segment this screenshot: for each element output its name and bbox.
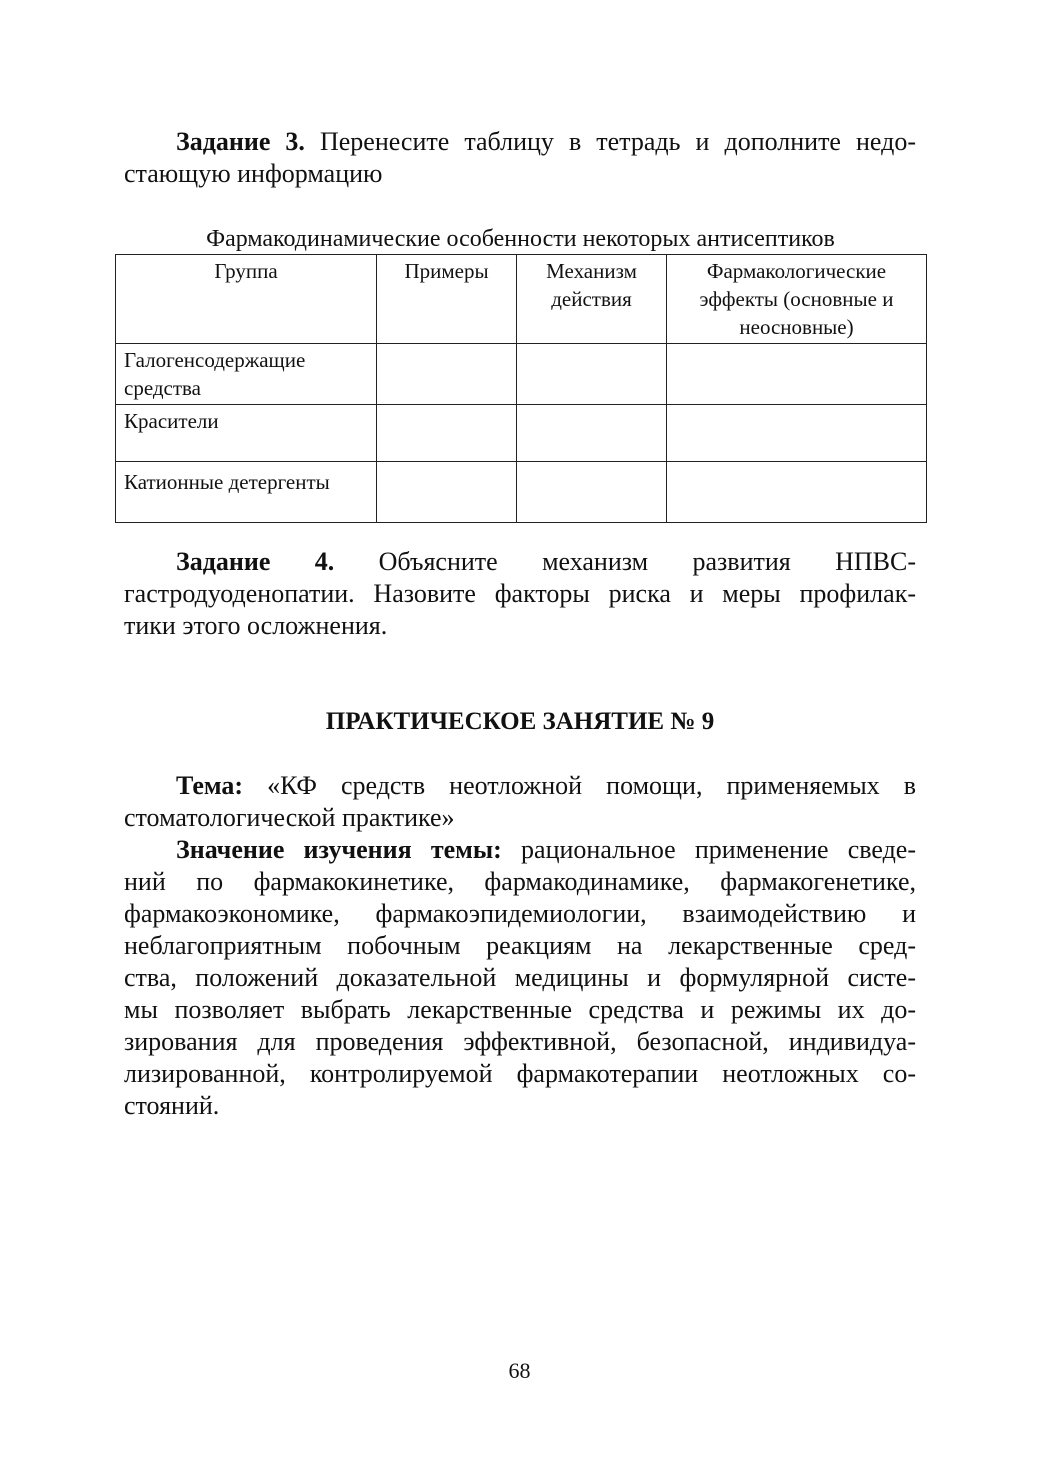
header-mechanism: Механизм действия bbox=[517, 255, 667, 344]
header-effects: Фармакологические эффекты (основные и неосновные) bbox=[667, 255, 927, 344]
table-header-row bbox=[116, 255, 927, 344]
cell-examples bbox=[377, 344, 517, 405]
task3-label: Задание 3. bbox=[176, 127, 305, 156]
cell-group: Красители bbox=[116, 405, 377, 462]
table-row bbox=[116, 462, 927, 523]
cell-effects bbox=[667, 344, 927, 405]
cell-examples bbox=[377, 405, 517, 462]
task4-text-line1: Объясните механизм развития НПВС- bbox=[378, 547, 916, 576]
task3-paragraph bbox=[124, 126, 916, 190]
table-row bbox=[116, 405, 927, 462]
task4-text-line2: гастродуоденопатии. Назовите факторы риска и меры профилак- bbox=[124, 579, 916, 608]
significance-label: Значение изучения темы: bbox=[176, 835, 502, 864]
cell-mechanism bbox=[517, 405, 667, 462]
table-row bbox=[116, 344, 927, 405]
task3-text-line1: Перенесите таблицу в тетрадь и дополните недо- bbox=[319, 127, 916, 156]
significance-text-line: неблагоприятным побочным реакциям на лекарственные сред- bbox=[124, 931, 916, 960]
topic-text-line1: «КФ средств неотложной помощи, применяемых в bbox=[267, 771, 916, 800]
antiseptics-table bbox=[115, 254, 927, 523]
significance-text-line: фармакоэкономике, фармакоэпидемиологии, взаимодействию и bbox=[124, 899, 916, 928]
cell-effects bbox=[667, 405, 927, 462]
topic-paragraph bbox=[124, 770, 916, 834]
task4-paragraph bbox=[124, 546, 916, 642]
topic-label: Тема: bbox=[176, 771, 244, 800]
significance-text-line: ства, положений доказательной медицины и формулярной систе- bbox=[124, 963, 916, 992]
table-caption: Фармакодинамические особенности некоторых антисептиков bbox=[206, 226, 835, 252]
cell-group: Катионные детергенты bbox=[116, 462, 377, 523]
section-heading: ПРАКТИЧЕСКОЕ ЗАНЯТИЕ № 9 bbox=[325, 708, 715, 735]
significance-paragraph bbox=[124, 834, 916, 1122]
topic-text-line2: стоматологической практике» bbox=[124, 803, 455, 832]
significance-text-line: стояний. bbox=[124, 1091, 220, 1120]
significance-text-line: ний по фармакокинетике, фармакодинамике, фармакогенетике, bbox=[124, 867, 916, 896]
cell-mechanism bbox=[517, 344, 667, 405]
cell-mechanism bbox=[517, 462, 667, 523]
header-group: Группа bbox=[116, 255, 377, 344]
cell-group: Галогенсодержащие средства bbox=[116, 344, 377, 405]
significance-text-line: зирования для проведения эффективной, безопасной, индивидуа- bbox=[124, 1027, 916, 1056]
significance-text-line: мы позволяет выбрать лекарственные средства и режимы их до- bbox=[124, 995, 916, 1024]
task3-text-line2: стающую информацию bbox=[124, 159, 383, 188]
significance-text-line: лизированной, контролируемой фармакотерапии неотложных со- bbox=[124, 1059, 916, 1088]
header-examples: Примеры bbox=[377, 255, 517, 344]
task4-label: Задание 4. bbox=[176, 547, 335, 576]
cell-effects bbox=[667, 462, 927, 523]
page-number: 68 bbox=[508, 1358, 531, 1383]
cell-examples bbox=[377, 462, 517, 523]
significance-text-line: рациональное применение сведе- bbox=[521, 835, 916, 864]
task4-text-line3: тики этого осложнения. bbox=[124, 611, 388, 640]
